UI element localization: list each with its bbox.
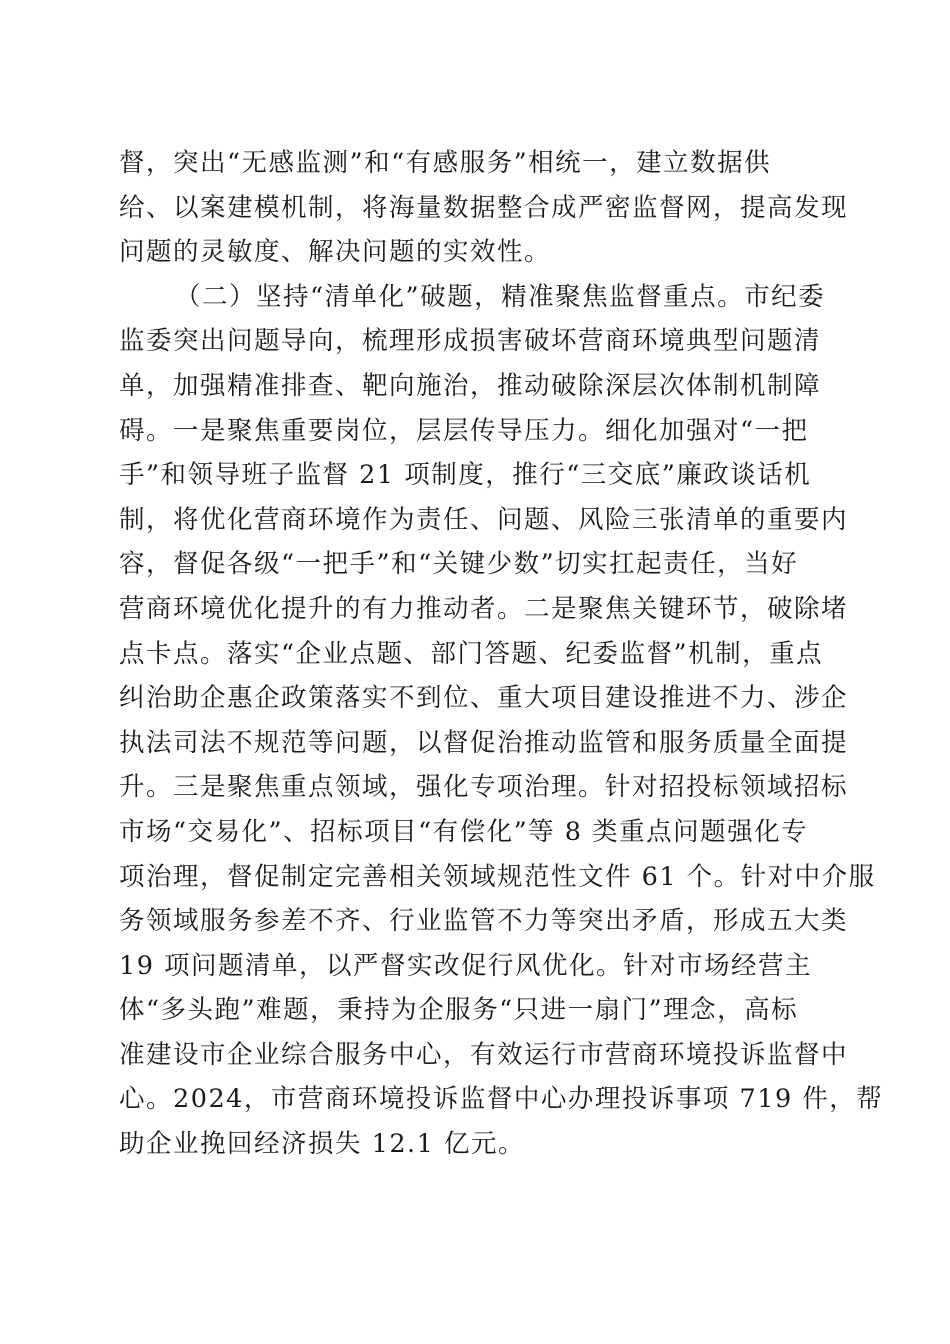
- text-line: 纠治助企惠企政策落实不到位、重大项目建设推进不力、涉企: [119, 683, 849, 714]
- text-line: 手”和领导班子监督 21 项制度，推行“三交底”廉政谈话机: [119, 460, 812, 491]
- text-line: 助企业挽回经济损失 12.1 亿元。: [119, 1129, 525, 1160]
- text-line: 督，突出“无感监测”和“有感服务”相统一，建立数据供: [119, 148, 772, 178]
- text-line: 执法司法不规范等问题，以督促治推动监管和服务质量全面提: [119, 727, 849, 758]
- text-line: 单，加强精准排查、靶向施治，推动破除深层次体制机制障: [119, 370, 822, 401]
- text-line: 体“多头跑”难题，秉持为企服务“只进一扇门”理念，高标: [119, 995, 799, 1026]
- text-line: 容，督促各级“一把手”和“关键少数”切实扛起责任，当好: [119, 549, 799, 580]
- text-line: 项治理，督促制定完善相关领域规范性文件 61 个。针对中介服: [119, 861, 876, 892]
- text-line: 务领域服务参差不齐、行业监管不力等突出矛盾，形成五大类: [119, 906, 849, 937]
- text-line: 营商环境优化提升的有力推动者。二是聚焦关键环节，破除堵: [119, 593, 849, 624]
- text-line: 心。2024，市营商环境投诉监督中心办理投诉事项 719 件，帮: [119, 1084, 884, 1115]
- text-line: 监委突出问题导向，梳理形成损害破坏营商环境典型问题清: [119, 326, 822, 357]
- text-line: 升。三是聚焦重点领域，强化专项治理。针对招投标领域招标: [119, 772, 849, 803]
- text-line: 市场“交易化”、招标项目“有偿化”等 8 类重点问题强化专: [119, 816, 809, 847]
- section-heading-line: （二）坚持“清单化”破题，精准聚焦监督重点。市纪委: [175, 281, 826, 312]
- body-text: [119, 141, 884, 1167]
- text-line: 问题的灵敏度、解决问题的实效性。: [119, 237, 552, 268]
- text-line: 给、以案建模机制，将海量数据整合成严密监督网，提高发现: [119, 192, 849, 223]
- text-line: 碍。一是聚焦重要岗位，层层传导压力。细化加强对“一把: [119, 415, 809, 446]
- text-line: 制，将优化营商环境作为责任、问题、风险三张清单的重要内: [119, 504, 849, 535]
- text-line: 19 项问题清单，以严督实改促行风优化。针对市场经营主: [119, 950, 813, 981]
- text-line: 准建设市企业综合服务中心，有效运行市营商环境投诉监督中: [119, 1039, 849, 1070]
- text-line: 点卡点。落实“企业点题、部门答题、纪委监督”机制，重点: [119, 638, 824, 669]
